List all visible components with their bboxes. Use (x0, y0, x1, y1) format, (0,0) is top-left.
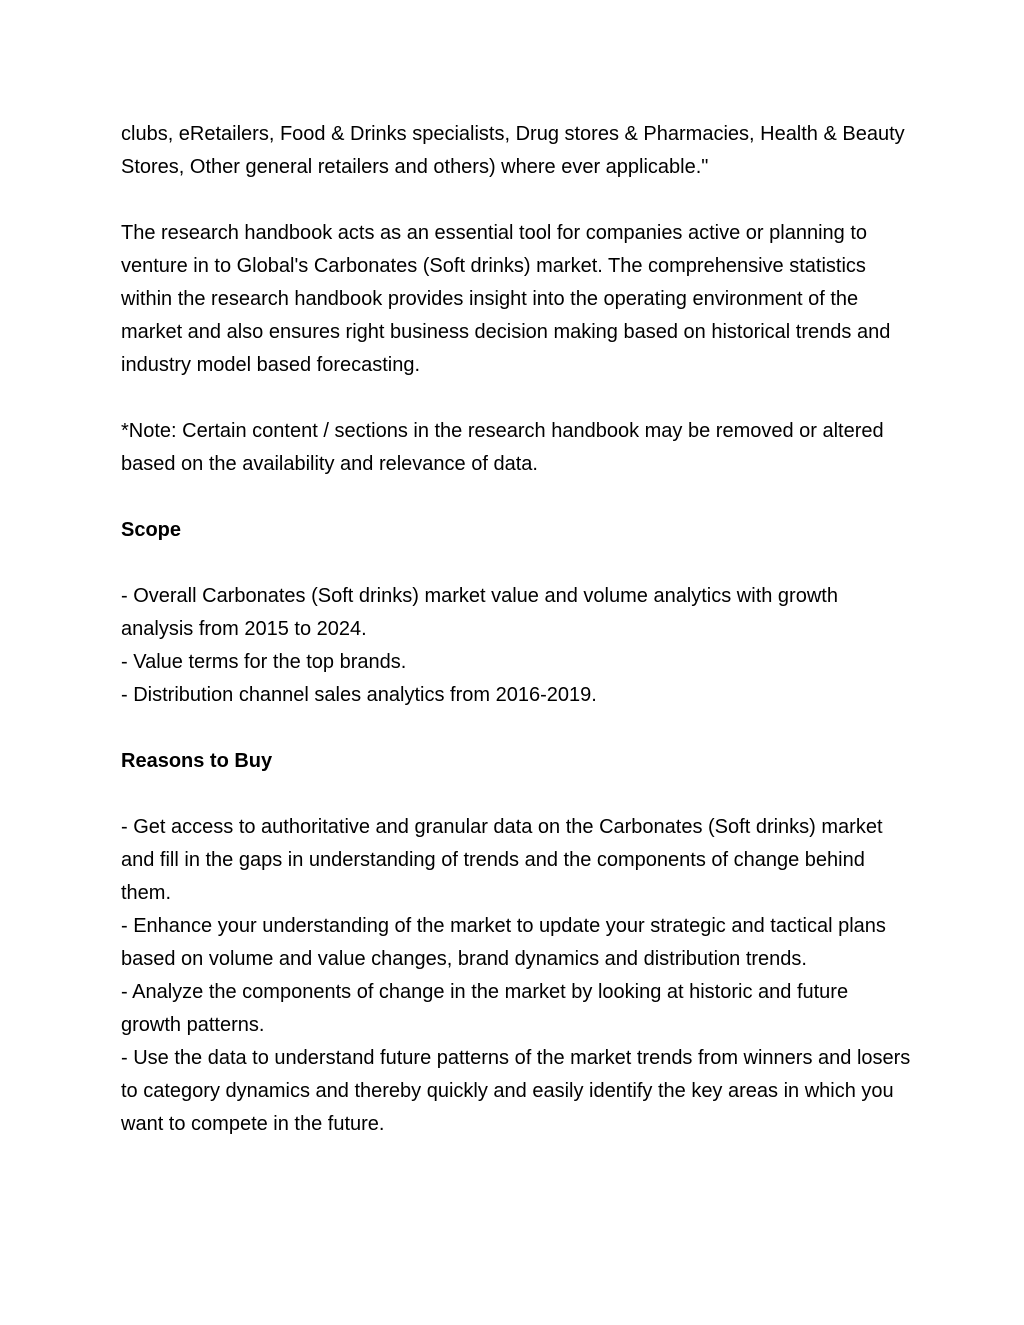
list-item: - Value terms for the top brands. (121, 651, 407, 673)
reasons-to-buy-heading: Reasons to Buy (121, 750, 273, 772)
document-body (121, 118, 911, 1174)
scope-heading: Scope (121, 519, 182, 541)
list-item: - Distribution channel sales analytics from 2016-2019. (121, 684, 597, 706)
intro-continuation-paragraph: clubs, eRetailers, Food & Drinks specialists, Drug stores & Pharmacies, Health & Beauty Stores, Other general retailers and others) where ever applicable." (121, 123, 905, 178)
list-item: - Enhance your understanding of the market to update your strategic and tactical plans based on volume and value changes, brand dynamics and distribution trends. (121, 915, 886, 970)
list-item: - Analyze the components of change in the market by looking at historic and future growth patterns. (121, 981, 849, 1036)
reasons-to-buy-list (121, 811, 911, 1141)
list-item: - Overall Carbonates (Soft drinks) market value and volume analytics with growth analysis from 2015 to 2024. (121, 585, 838, 640)
scope-list (121, 580, 911, 712)
note-paragraph: *Note: Certain content / sections in the research handbook may be removed or altered based on the availability and relevance of data. (121, 420, 884, 475)
handbook-paragraph: The research handbook acts as an essential tool for companies active or planning to venture in to Global's Carbonates (Soft drinks) market. The comprehensive statistics within the research handbook provides insight into the operating environment of the market and also ensures right business decision making based on historical trends and industry model based forecasting. (121, 222, 891, 376)
list-item: - Get access to authoritative and granular data on the Carbonates (Soft drinks) market and fill in the gaps in understanding of trends and the components of change behind them. (121, 816, 883, 904)
list-item: - Use the data to understand future patterns of the market trends from winners and losers to category dynamics and thereby quickly and easily identify the key areas in which you want to compete in the future. (121, 1047, 911, 1135)
